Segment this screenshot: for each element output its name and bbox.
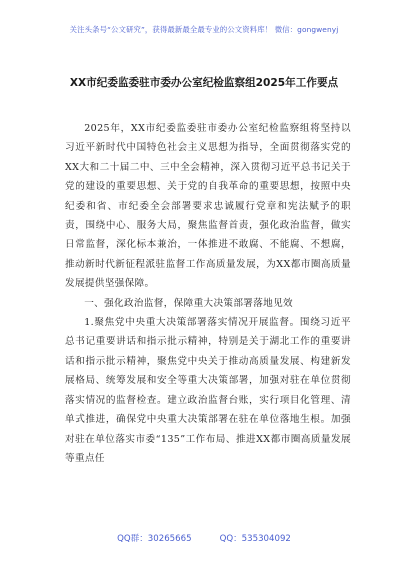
qq-number: QQ：535304092 (219, 534, 291, 544)
promo-banner: 关注头条号“公文研究”，获得最新最全最专业的公文资料库！ 微信：gongwenyj (69, 25, 339, 34)
item-paragraph: 1.聚焦党中央重大决策部署落实情况开展监督。围绕习近平总书记重要讲话和指示批示精神，特别是关于湖北工作的重要讲话和指示批示精神，聚焦党中央关于推动高质量发展、构建新发展格局、统筹发展和安全等重大决策部署，加强对驻在单位贯彻落实情况的监督检查。建立政治监督台账，实行项目化管理、清单式推进，确保党中央重大决策部署在驻在单位落地生根。加强对驻在单位落实市委“135”工作布局、推进XX都市圈高质量发展等重点任 (65, 317, 351, 464)
document-body (65, 119, 351, 468)
qq-group-number: QQ群：30265665 (117, 534, 192, 544)
document-title: XX市纪委监委驻市委办公室纪检监察组2025年工作要点 (69, 77, 339, 89)
footer-contacts (0, 532, 408, 544)
section-heading: 一、强化政治监督，保障重大决策部署落地见效 (84, 297, 294, 309)
intro-paragraph: 2025年，XX市纪委监委驻市委办公室纪检监察组将坚持以习近平新时代中国特色社会主义思想为指导，全面贯彻落实党的XX大和二十届二中、三中全会精神，深入贯彻习近平总书记关于党的建设的重要思想、关于党的自我革命的重要思想，按照中央纪委和省、市纪委全会部署要求忠诚履行党章和宪法赋予的职责，围绕中心、服务大局，聚焦监督首责，强化政治监督，做实日常监督，深化标本兼治，一体推进不敢腐、不能腐、不想腐，推动新时代新征程派驻监督工作高质量发展，为XX都市圈高质量发展提供坚强保障。 (65, 123, 351, 290)
